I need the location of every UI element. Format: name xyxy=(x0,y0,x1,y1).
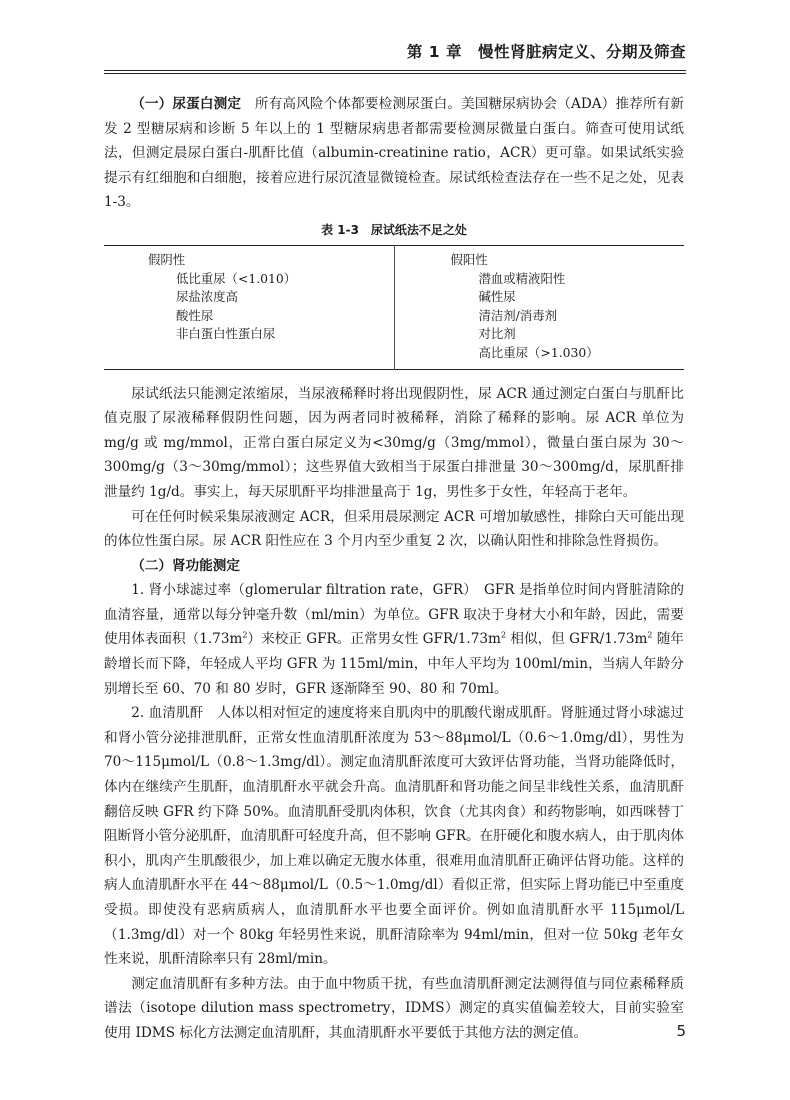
dipstick-limitations-table xyxy=(104,245,684,370)
gfr-text-part: 1. 肾小球滤过率（glomerular filtration rate，GFR） GFR 是指单位时间内肾脏清除的血清容量，通常以每分钟毫升数（ml/min）为单位。GFR 取决于身材大小和年龄，因此，需要使用体表面积（1.73m xyxy=(104,582,684,648)
gfr-text-part: 相似，但 GFR/1.73m xyxy=(506,631,648,648)
serum-creatinine-paragraph: 2. 血清肌酐 人体以相对恒定的速度将来自肌肉中的肌酸代谢成肌酐。肾脏通过肾小球滤过和肾小管分泌排泄肌酐，正常女性血清肌酐浓度为 53～88μmol/L（0.6～1.0mg/dl），男性为 70～115μmol/L（0.8～1.3mg/dl）。测定血清肌酐浓度可大致评估肾功能，当肾功能降低时，体内在继续产生肌酐，血清肌酐水平就会升高。血清肌酐和肾功能之间呈非线性关系，血清肌酐翻倍反映 GFR 约下降 50%。血清肌酐受肌肉体积，饮食（尤其肉食）和药物影响，如西咪替丁阻断肾小管分泌肌酐，血清肌酐可轻度升高，但不影响 GFR。在肝硬化和腹水病人，由于肌肉体积小，肌肉产生肌酸很少，加上难以确定无腹水体重，很难用血清肌酐正确评估肾功能。这样的病人血清肌酐水平在 44～88μmol/L（0.5～1.0mg/dl）看似正常，但实际上肾功能已中至重度受损。即使没有恶病质病人，血清肌酐水平也要全面评价。例如血清肌酐水平 115μmol/L（1.3mg/dl）对一个 80kg 年轻男性来说，肌酐清除率为 94ml/min，但对一位 50kg 老年女性来说，肌酐清除率只有 28ml/min。 xyxy=(104,705,684,968)
superscript: 2 xyxy=(647,630,653,640)
creatinine-methods-paragraph: 测定血清肌酐有多种方法。由于血中物质干扰，有些血清肌酐测定法测得值与同位素稀释质谱法（isotope dilution mass spectrometry，IDMS）测定的真实值偏差较大，目前实验室使用 IDMS 标化方法测定血清肌酐，其血清肌酐水平要低于其他方法的测定值。 xyxy=(104,975,684,1041)
false-negative-title: 假阴性 xyxy=(148,251,186,267)
page-body xyxy=(104,92,684,1046)
false-positive-item: 清洁剂/消毒剂 xyxy=(478,307,558,323)
false-negative-item: 非白蛋白性蛋白尿 xyxy=(176,326,276,342)
false-positive-column xyxy=(394,245,684,369)
gfr-text-part: ）来校正 GFR。正常男女性 GFR/1.73m xyxy=(247,631,501,648)
superscript: 2 xyxy=(242,630,248,640)
false-positive-title: 假阳性 xyxy=(450,251,488,267)
gfr-paragraph xyxy=(104,578,684,701)
false-positive-item: 对比剂 xyxy=(478,326,516,342)
gfr-text-part: 随年龄增长而下降，年轻成人平均 GFR 为 115ml/min，中年人平均为 100ml/min，当病人年龄分别增长至 60、70 和 80 岁时，GFR 逐渐降至 90、80 和 70ml。 xyxy=(104,631,684,697)
acr-timing-paragraph: 可在任何时候采集尿液测定 ACR，但采用晨尿测定 ACR 可增加敏感性，排除白天可能出现的体位性蛋白尿。尿 ACR 阳性应在 3 个月内至少重复 2 次，以确认阳性和排除急性肾损伤。 xyxy=(104,508,684,550)
false-negative-item: 尿盐浓度高 xyxy=(176,289,238,305)
false-negative-item: 低比重尿（<1.010） xyxy=(176,270,297,286)
acr-paragraph: 尿试纸法只能测定浓缩尿，当尿液稀释时将出现假阴性，尿 ACR 通过测定白蛋白与肌酐比值克服了尿液稀释假阴性问题，因为两者同时被稀释，消除了稀释的影响。尿 ACR 单位为 mg/g 或 mg/mmol，正常白蛋白尿定义为<30mg/g（3mg/mmol），微量白蛋白尿为 30～300mg/g（3～30mg/mmol）；这些界值大致相当于尿蛋白排泄量 30～300mg/d，尿肌酐排泄量约 1g/d。事实上，每天尿肌酐平均排泄量高于 1g，男性多于女性，年轻高于老年。 xyxy=(104,385,684,500)
false-positive-item: 潜血或精液阳性 xyxy=(478,270,566,286)
renal-function-heading: （二）肾功能测定 xyxy=(131,557,240,574)
section-heading-urine-protein: （一）尿蛋白测定 xyxy=(131,96,242,112)
urine-protein-paragraph xyxy=(104,92,684,215)
false-positive-item: 碱性尿 xyxy=(478,289,516,305)
table-caption: 表 1-3 尿试纸法不足之处 xyxy=(321,222,467,237)
section-heading-renal-function xyxy=(104,554,684,579)
superscript: 2 xyxy=(500,630,507,640)
running-header: 第 1 章 慢性肾脏病定义、分期及筛查 xyxy=(104,40,686,71)
page-number: 5 xyxy=(676,1022,686,1040)
false-positive-item: 高比重尿（>1.030） xyxy=(478,344,599,360)
false-negative-item: 酸性尿 xyxy=(176,307,214,323)
false-negative-column xyxy=(104,245,394,369)
urine-protein-intro: 所有高风险个体都要检测尿蛋白。美国糖尿病协会（ADA）推荐所有新发 2 型糖尿病和诊断 5 年以上的 1 型糖尿病患者都需要检测尿微量白蛋白。筛查可使用试纸法，但测定晨尿白蛋白-肌酐比值（albumin-creatinine ratio，ACR）更可靠。如果试纸实验提示有红细胞和白细胞，接着应进行尿沉渣显微镜检查。尿试纸检查法存在一些不足之处，见表 1-3。 xyxy=(104,96,685,211)
